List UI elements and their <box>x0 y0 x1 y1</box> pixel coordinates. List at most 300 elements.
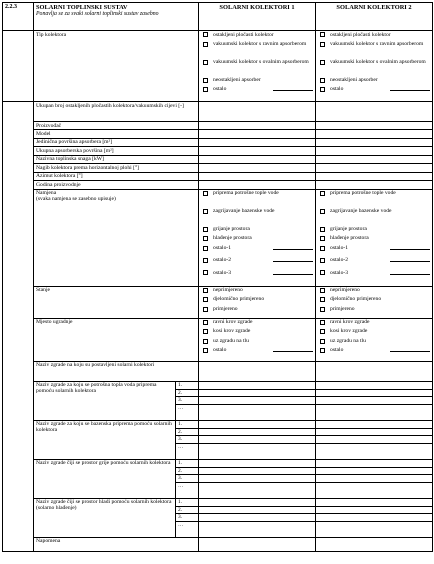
row-number-item <box>176 475 198 483</box>
row-number: … <box>178 483 184 490</box>
checkbox[interactable] <box>203 42 208 47</box>
option-label: zagrijavanje bazenske vode <box>213 208 275 215</box>
row-number: 2. <box>176 467 198 475</box>
option-row <box>201 59 313 77</box>
checkbox[interactable] <box>320 78 325 83</box>
option-label: hlađenje prostora <box>213 235 252 242</box>
row-number-item <box>176 521 198 529</box>
building-value-row <box>316 467 432 475</box>
building-value-row <box>316 404 432 412</box>
mjesto-options-1 <box>199 318 316 361</box>
tip-kolektora-label: Tip kolektora <box>34 31 199 102</box>
checkbox[interactable] <box>320 209 325 214</box>
option-label: hlađenje prostora <box>330 235 369 242</box>
checkbox[interactable] <box>203 339 208 344</box>
building-group-label: Naziv zgrade čiji se prostor grije pomoću solarnih kolektora <box>34 459 176 498</box>
checkbox[interactable] <box>203 78 208 83</box>
mjesto-label: Mjesto ugradnje <box>34 318 199 361</box>
write-in-line[interactable] <box>390 86 430 91</box>
checkbox[interactable] <box>203 209 208 214</box>
naziv-zgrade-row <box>3 361 433 381</box>
checkbox[interactable] <box>320 60 325 65</box>
checkbox[interactable] <box>203 288 208 293</box>
checkbox[interactable] <box>203 87 208 92</box>
checkbox[interactable] <box>320 320 325 325</box>
option-label: neostakljeni apsorber <box>213 76 261 83</box>
option-row <box>201 328 313 337</box>
building-value-input[interactable] <box>199 514 315 522</box>
building-value-row <box>316 397 432 405</box>
field-row <box>3 164 433 172</box>
field-value-1[interactable] <box>199 130 316 138</box>
building-value-input[interactable] <box>316 467 432 475</box>
field-row <box>3 155 433 163</box>
building-value-row <box>199 382 315 390</box>
field-row <box>3 102 433 122</box>
naziv-zgrade-label: Naziv zgrade na koju su postavljeni solarni kolektori <box>34 361 199 381</box>
building-value-input[interactable] <box>199 521 315 529</box>
row-number: 1. <box>176 499 198 507</box>
empty-cell <box>3 31 34 102</box>
field-value-2[interactable] <box>316 155 433 163</box>
building-value-input[interactable] <box>199 382 315 390</box>
building-value-input[interactable] <box>199 499 315 507</box>
building-value-row <box>316 382 432 390</box>
checkbox[interactable] <box>203 227 208 232</box>
building-value-input[interactable] <box>316 443 432 451</box>
naziv-zgrade-value-1[interactable] <box>199 361 316 381</box>
option-row <box>318 190 430 208</box>
option-row <box>201 226 313 235</box>
option-label: vakuumski kolektor s ovalnim apsorberom <box>213 58 309 65</box>
row-number: 1. <box>176 421 198 429</box>
column-header-2: SOLARNI KOLEKTORI 2 <box>316 3 433 31</box>
field-value-1[interactable] <box>199 122 316 130</box>
write-in-line[interactable] <box>273 245 313 250</box>
option-row <box>201 41 313 59</box>
building-value-row <box>199 475 315 483</box>
option-row <box>201 257 313 266</box>
namjena-options-1 <box>199 189 316 286</box>
building-value-list <box>199 421 315 451</box>
option-label: ostakljeni pločasti kolektor <box>330 31 391 38</box>
form-page <box>2 2 432 562</box>
row-number: 1. <box>176 460 198 468</box>
row-numbers <box>176 498 199 537</box>
option-label: primjereno <box>330 305 355 312</box>
row-number: … <box>178 405 184 412</box>
write-in-line[interactable] <box>390 347 430 352</box>
solar-system-form <box>2 2 433 552</box>
checkbox[interactable] <box>203 246 208 251</box>
option-label: ostalo-1 <box>330 244 349 251</box>
row-number-item <box>176 421 198 429</box>
napomena-value-2[interactable] <box>316 537 433 551</box>
section-title-cell <box>34 3 199 31</box>
building-value-row <box>199 514 315 522</box>
option-row <box>201 319 313 328</box>
option-row <box>201 86 313 95</box>
field-value-2[interactable] <box>316 181 433 189</box>
checkbox[interactable] <box>320 42 325 47</box>
field-value-2[interactable] <box>316 130 433 138</box>
checkbox[interactable] <box>320 348 325 353</box>
row-number-item <box>176 460 198 468</box>
building-value-input[interactable] <box>316 421 432 429</box>
checkbox[interactable] <box>203 258 208 263</box>
row-number-item <box>176 514 198 522</box>
option-row <box>201 208 313 226</box>
field-label: Azimut kolektora [°] <box>34 172 199 180</box>
building-value-input[interactable] <box>199 460 315 468</box>
row-numbers <box>176 381 199 420</box>
checkbox[interactable] <box>203 297 208 302</box>
building-value-row <box>199 499 315 507</box>
tip-options-2 <box>316 31 433 102</box>
mjesto-options-2 <box>316 318 433 361</box>
checkbox[interactable] <box>320 339 325 344</box>
building-value-input[interactable] <box>316 389 432 397</box>
checkbox[interactable] <box>320 246 325 251</box>
option-row <box>318 347 430 356</box>
building-value-list <box>316 382 432 412</box>
field-row <box>3 172 433 180</box>
building-value-row <box>199 467 315 475</box>
option-row <box>201 296 313 305</box>
building-value-list <box>199 499 315 529</box>
option-row <box>318 328 430 337</box>
building-value-row <box>316 482 432 490</box>
field-label: Jedinična površina apsorbera [m²] <box>34 138 199 146</box>
building-values-1 <box>199 420 316 459</box>
checkbox[interactable] <box>203 307 208 312</box>
write-in-line[interactable] <box>390 245 430 250</box>
building-value-row <box>199 460 315 468</box>
row-number-item <box>176 404 198 412</box>
header-row <box>3 3 433 31</box>
option-label: neprimjereno <box>213 287 243 294</box>
row-number-item <box>176 382 198 390</box>
field-row <box>3 147 433 155</box>
building-value-input[interactable] <box>199 389 315 397</box>
mjesto-row <box>3 318 433 361</box>
field-value-1[interactable] <box>199 138 316 146</box>
row-number: 3. <box>176 436 198 444</box>
field-row <box>3 181 433 189</box>
option-label: uz zgradu na tlu <box>330 337 366 344</box>
option-label: zagrijavanje bazenske vode <box>330 208 392 215</box>
building-value-row <box>316 421 432 429</box>
tip-kolektora-row <box>3 31 433 102</box>
field-value-2[interactable] <box>316 164 433 172</box>
building-value-input[interactable] <box>316 404 432 412</box>
napomena-row <box>3 537 433 551</box>
building-value-input[interactable] <box>316 460 432 468</box>
option-row <box>318 245 430 254</box>
option-row <box>318 287 430 296</box>
namjena-options-2 <box>316 189 433 286</box>
option-label: djelomično primjereno <box>330 296 382 303</box>
checkbox[interactable] <box>203 270 208 275</box>
row-numbers <box>176 459 199 498</box>
option-label: ostalo-2 <box>213 257 232 264</box>
option-row <box>201 347 313 356</box>
option-row <box>201 235 313 244</box>
row-number-list <box>176 460 198 490</box>
option-row <box>318 296 430 305</box>
checkbox[interactable] <box>203 348 208 353</box>
option-row <box>318 338 430 347</box>
checkbox[interactable] <box>320 32 325 37</box>
option-label: ostalo-3 <box>213 269 232 276</box>
option-row <box>318 226 430 235</box>
stanje-options-1 <box>199 286 316 318</box>
checkbox[interactable] <box>203 191 208 196</box>
building-value-input[interactable] <box>316 475 432 483</box>
option-label: ostalo <box>330 347 344 354</box>
left-margin-cell <box>3 102 34 552</box>
option-row <box>318 319 430 328</box>
row-number: 2. <box>176 428 198 436</box>
field-value-2[interactable] <box>316 172 433 180</box>
write-in-line[interactable] <box>273 347 313 352</box>
row-number-item <box>176 467 198 475</box>
row-number: 1. <box>176 382 198 390</box>
stanje-label: Stanje <box>34 286 199 318</box>
field-label: Nazivna toplinska snaga [kW] <box>34 155 199 163</box>
option-row <box>318 208 430 226</box>
building-value-row <box>316 428 432 436</box>
field-label: Godina proizvodnje <box>34 181 199 189</box>
option-row <box>318 41 430 59</box>
option-label: ostalo <box>330 86 344 93</box>
building-value-list <box>316 421 432 451</box>
building-value-input[interactable] <box>199 421 315 429</box>
option-label: vakuumski kolektor s ovalnim apsorberom <box>330 58 426 65</box>
write-in-line[interactable] <box>273 270 313 275</box>
field-row <box>3 130 433 138</box>
namjena-label: Namjena <box>36 190 57 197</box>
checkbox[interactable] <box>320 270 325 275</box>
tip-options-1 <box>199 31 316 102</box>
option-row <box>201 190 313 208</box>
field-value-1[interactable] <box>199 102 316 122</box>
building-value-input[interactable] <box>316 514 432 522</box>
row-number: 3. <box>176 475 198 483</box>
field-value-1[interactable] <box>199 147 316 155</box>
napomena-value-1[interactable] <box>199 537 316 551</box>
option-row <box>201 306 313 315</box>
field-value-1[interactable] <box>199 172 316 180</box>
building-values-2 <box>316 459 433 498</box>
building-value-row <box>199 443 315 451</box>
row-number-item <box>176 499 198 507</box>
option-label: grijanje prostora <box>213 226 250 233</box>
building-value-input[interactable] <box>316 397 432 405</box>
checkbox[interactable] <box>203 60 208 65</box>
building-value-row <box>199 482 315 490</box>
checkbox[interactable] <box>320 297 325 302</box>
checkbox[interactable] <box>320 87 325 92</box>
option-label: priprema potrošne tople vode <box>213 190 279 197</box>
building-value-row <box>199 389 315 397</box>
row-numbers <box>176 420 199 459</box>
section-number: 2.2.3 <box>3 3 34 31</box>
option-label: primjereno <box>213 305 238 312</box>
building-values-2 <box>316 498 433 537</box>
option-label: uz zgradu na tlu <box>213 337 249 344</box>
building-value-row <box>199 404 315 412</box>
naziv-zgrade-value-2[interactable] <box>316 361 433 381</box>
field-value-1[interactable] <box>199 155 316 163</box>
row-number-item <box>176 506 198 514</box>
building-value-row <box>316 521 432 529</box>
building-value-row <box>316 436 432 444</box>
option-label: ostalo-3 <box>330 269 349 276</box>
building-value-input[interactable] <box>199 467 315 475</box>
building-value-row <box>316 499 432 507</box>
write-in-line[interactable] <box>390 270 430 275</box>
field-value-2[interactable] <box>316 138 433 146</box>
row-number-list <box>176 499 198 529</box>
field-value-1[interactable] <box>199 164 316 172</box>
building-value-input[interactable] <box>199 443 315 451</box>
option-row <box>318 86 430 95</box>
building-value-row <box>316 506 432 514</box>
option-row <box>318 235 430 244</box>
checkbox[interactable] <box>203 32 208 37</box>
checkbox[interactable] <box>320 258 325 263</box>
row-number-item <box>176 482 198 490</box>
building-value-row <box>316 460 432 468</box>
building-group-label: Naziv zgrade za koju se potrošna topla voda priprema pomoću solarnih kolektora <box>34 381 176 420</box>
namjena-row <box>3 189 433 286</box>
building-value-list <box>316 460 432 490</box>
row-number-item <box>176 397 198 405</box>
section-subtitle: Ponavlja se za svaki solarni toplinski sustav zasebno <box>36 10 159 17</box>
building-value-input[interactable] <box>199 428 315 436</box>
option-label: kosi krov zgrade <box>330 328 368 335</box>
building-value-input[interactable] <box>199 506 315 514</box>
row-number: 2. <box>176 506 198 514</box>
field-value-2[interactable] <box>316 147 433 155</box>
option-row <box>318 306 430 315</box>
building-value-input[interactable] <box>316 382 432 390</box>
building-value-input[interactable] <box>199 397 315 405</box>
building-value-input[interactable] <box>199 475 315 483</box>
option-label: neostakljeni apsorber <box>330 76 378 83</box>
checkbox[interactable] <box>320 227 325 232</box>
napomena-label: Napomena <box>34 537 199 551</box>
option-row <box>318 59 430 77</box>
building-group-row <box>3 459 433 498</box>
checkbox[interactable] <box>320 329 325 334</box>
checkbox[interactable] <box>203 320 208 325</box>
row-number: … <box>178 522 184 529</box>
field-value-1[interactable] <box>199 181 316 189</box>
row-number: 2. <box>176 389 198 397</box>
option-label: djelomično primjereno <box>213 296 265 303</box>
building-value-input[interactable] <box>316 506 432 514</box>
checkbox[interactable] <box>203 236 208 241</box>
write-in-line[interactable] <box>390 257 430 262</box>
option-label: ostalo <box>213 347 227 354</box>
building-value-row <box>316 514 432 522</box>
option-row <box>201 338 313 347</box>
building-value-row <box>199 436 315 444</box>
option-label: vakuumski kolektor s ravnim apsorberom <box>213 40 307 47</box>
building-value-row <box>199 428 315 436</box>
option-row <box>318 270 430 279</box>
building-value-input[interactable] <box>316 428 432 436</box>
building-group-label: Naziv zgrade čiji se prostor hladi pomoću solarnih kolektora (solarno hlađenje) <box>34 498 176 537</box>
building-value-input[interactable] <box>199 404 315 412</box>
row-number-item <box>176 389 198 397</box>
building-value-input[interactable] <box>316 482 432 490</box>
row-number-item <box>176 428 198 436</box>
section-title: SOLARNI TOPLINSKI SUSTAV <box>36 3 128 11</box>
option-label: vakuumski kolektor s ravnim apsorberom <box>330 40 424 47</box>
building-value-list <box>199 460 315 490</box>
write-in-line[interactable] <box>273 257 313 262</box>
building-value-input[interactable] <box>316 521 432 529</box>
option-label: neprimjereno <box>330 287 360 294</box>
checkbox[interactable] <box>320 307 325 312</box>
building-value-list <box>199 382 315 412</box>
option-label: ostakljeni pločasti kolektor <box>213 31 274 38</box>
building-value-input[interactable] <box>316 436 432 444</box>
write-in-line[interactable] <box>273 86 313 91</box>
checkbox[interactable] <box>203 329 208 334</box>
row-number-item <box>176 443 198 451</box>
option-row <box>201 32 313 41</box>
field-value-2[interactable] <box>316 102 433 122</box>
building-group-label: Naziv zgrade za koju se bazenska priprema pomoću solarnih kolektora <box>34 420 176 459</box>
option-row <box>201 270 313 279</box>
building-value-row <box>199 521 315 529</box>
checkbox[interactable] <box>320 236 325 241</box>
field-row <box>3 122 433 130</box>
building-value-input[interactable] <box>316 499 432 507</box>
field-label: Proizvođač <box>34 122 199 130</box>
namjena-sublabel: (svaka namjena se zasebno upisuje) <box>36 196 116 203</box>
option-label: ostalo-2 <box>330 257 349 264</box>
building-value-input[interactable] <box>199 436 315 444</box>
building-group-row <box>3 498 433 537</box>
building-value-input[interactable] <box>199 482 315 490</box>
option-row <box>201 245 313 254</box>
option-label: grijanje prostora <box>330 226 367 233</box>
building-group-row <box>3 381 433 420</box>
option-row <box>318 32 430 41</box>
field-label: Ukupna apsorberska površina [m²] <box>34 147 199 155</box>
column-header-1: SOLARNI KOLEKTORI 1 <box>199 3 316 31</box>
row-number: 3. <box>176 514 198 522</box>
checkbox[interactable] <box>320 288 325 293</box>
row-number-list <box>176 382 198 412</box>
checkbox[interactable] <box>320 191 325 196</box>
namjena-label-cell <box>34 189 199 286</box>
row-number: … <box>178 444 184 451</box>
option-label: ostalo-1 <box>213 244 232 251</box>
stanje-row <box>3 286 433 318</box>
building-values-1 <box>199 381 316 420</box>
option-row <box>318 257 430 266</box>
field-value-2[interactable] <box>316 122 433 130</box>
option-label: kosi krov zgrade <box>213 328 251 335</box>
field-row <box>3 138 433 146</box>
row-number-list <box>176 421 198 451</box>
